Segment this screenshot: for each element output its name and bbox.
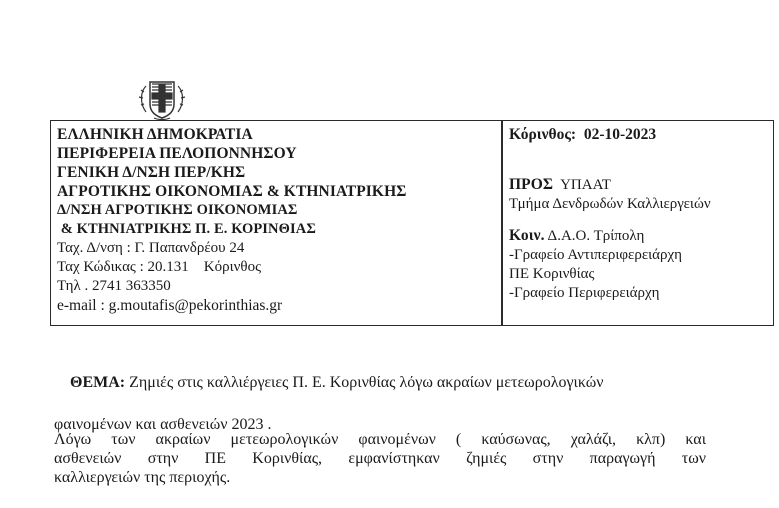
sender-postcode: Ταχ Κώδικας : 20.131 Κόρινθος [57, 259, 262, 275]
sender-line-3: ΓΕΝΙΚΗ Δ/ΝΣΗ ΠΕΡ/ΚΗΣ [57, 164, 246, 181]
subject-text-1: Ζημιές στις καλλιέργειες Π. Ε. Κορινθίας λόγω ακραίων μετεωρολογικών [125, 374, 604, 391]
sender-line-1: ΕΛΛΗΝΙΚΗ ΔΗΜΟΚΡΑΤΙΑ [57, 126, 253, 143]
cc-label: Κοιν. [509, 227, 545, 244]
cc-item-3: -Γραφείο Περιφερειάρχη [509, 285, 660, 301]
to-line [509, 175, 769, 195]
sender-line-5: Δ/ΝΣΗ ΑΓΡΟΤΙΚΗΣ ΟΙΚΟΝΟΜΙΑΣ [57, 202, 298, 218]
sender-email: e-mail : g.moutafis@pekorinthias.gr [57, 297, 283, 314]
letterhead-table [50, 120, 774, 326]
body-line-1: Λόγω των ακραίων μετεωρολογικών φαινομένων ( καύσωνας, χαλάζι, κλπ) και [54, 431, 706, 448]
cc-item-2: ΠΕ Κορινθίας [509, 266, 595, 282]
subject-line-2: φαινομένων και ασθενειών 2023 . [54, 416, 272, 433]
subject-section [54, 351, 704, 435]
body-line-3: καλλιεργειών της περιοχής. [54, 469, 231, 486]
to-label: ΠΡΟΣ [509, 176, 554, 193]
sender-block [57, 125, 497, 315]
sender-line-2: ΠΕΡΙΦΕΡΕΙΑ ΠΕΛΟΠΟΝΝΗΣΟΥ [57, 145, 297, 162]
cc-value: Δ.Α.Ο. Τρίπολη [544, 228, 645, 244]
sender-line-4: ΑΓΡΟΤΙΚΗΣ ΟΙΚΟΝΟΜΙΑΣ & ΚΤΗΝΙΑΤΡΙΚΗΣ [57, 183, 407, 200]
subject-line-1 [54, 351, 704, 414]
sender-line-6: & ΚΤΗΝΙΑΤΡΙΚΗΣ Π. Ε. ΚΟΡΙΝΘΙΑΣ [57, 221, 316, 237]
sender-phone: Τηλ . 2741 363350 [57, 278, 171, 294]
cc-item-1: -Γραφείο Αντιπεριφερειάρχη [509, 247, 683, 263]
sender-address: Ταχ. Δ/νση : Γ. Παπανδρέου 24 [57, 240, 245, 256]
to-value: ΥΠΑΑΤ [553, 177, 611, 193]
body-line-2: ασθενειών στην ΠΕ Κορινθίας, εμφανίστηκαν ζημιές στην παραγωγή των [54, 450, 706, 467]
greek-coat-of-arms-icon [136, 72, 188, 122]
to-department: Τμήμα Δενδρωδών Καλλιεργειών [509, 196, 711, 212]
subject-label: ΘΕΜΑ: [70, 374, 126, 391]
body-paragraph [54, 430, 706, 487]
recipient-block [509, 125, 769, 303]
document-date: Κόρινθος: 02-10-2023 [509, 126, 657, 143]
column-divider [501, 121, 503, 325]
cc-line [509, 226, 769, 246]
